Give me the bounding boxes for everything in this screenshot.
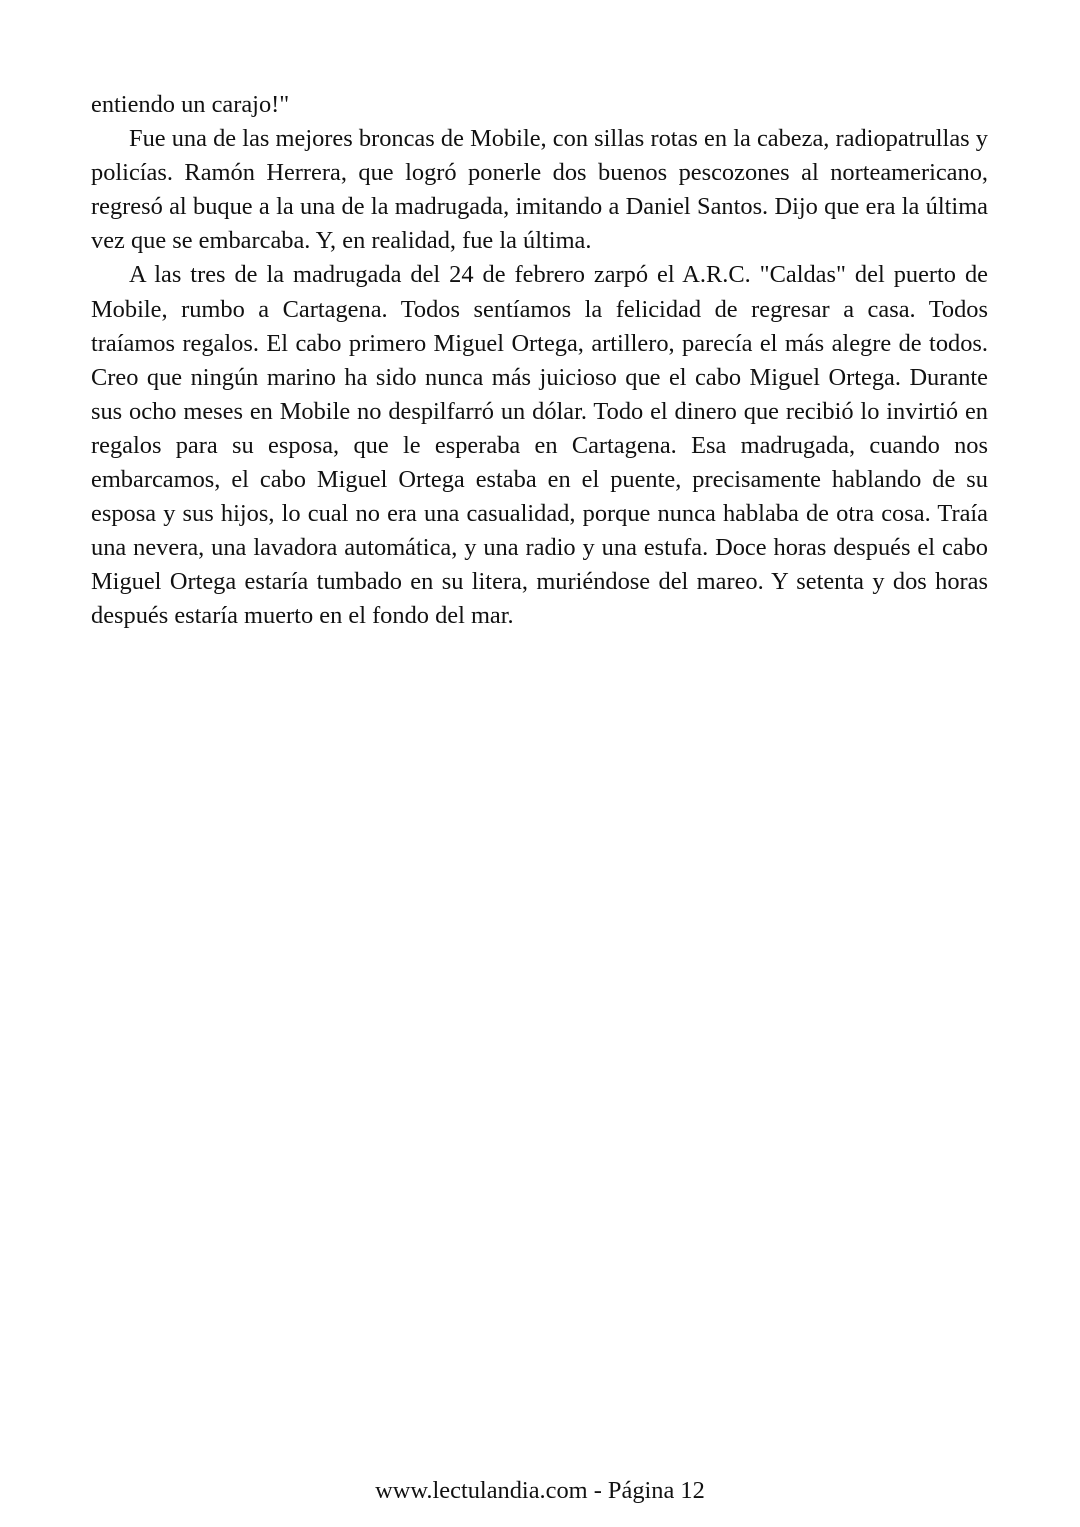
- paragraph-brawl: Fue una de las mejores broncas de Mobile, con sillas rotas en la cabeza, radiopatrullas y policías. Ramón Herrera, que logró ponerle dos buenos pescozones al norteamericano, regresó al buque a la una de la madrugada, imitando a Daniel Santos. Dijo que era la última vez que se embarcaba. Y, en realidad, fue la última.: [91, 125, 988, 255]
- text-body: [91, 88, 988, 634]
- page-footer: www.lectulandia.com - Página 12: [375, 1477, 705, 1504]
- paragraph-continuation: entiendo un carajo!": [91, 91, 290, 118]
- paragraph-departure: A las tres de la madrugada del 24 de febrero zarpó el A.R.C. "Caldas" del puerto de Mobile, rumbo a Cartagena. Todos sentíamos la felicidad de regresar a casa. Todos traíamos regalos. El cabo primero Miguel Ortega, artillero, parecía el más alegre de todos. Creo que ningún marino ha sido nunca más juicioso que el cabo Miguel Ortega. Durante sus ocho meses en Mobile no despilfarró un dólar. Todo el dinero que recibió lo invirtió en regalos para su esposa, que le esperaba en Cartagena. Esa madrugada, cuando nos embarcamos, el cabo Miguel Ortega estaba en el puente, precisamente hablando de su esposa y sus hijos, lo cual no era una casualidad, porque nunca hablaba de otra cosa. Traía una nevera, una lavadora automática, y una radio y una estufa. Doce horas después el cabo Miguel Ortega estaría tumbado en su litera, muriéndose del mareo. Y setenta y dos horas después estaría muerto en el fondo del mar.: [91, 261, 988, 630]
